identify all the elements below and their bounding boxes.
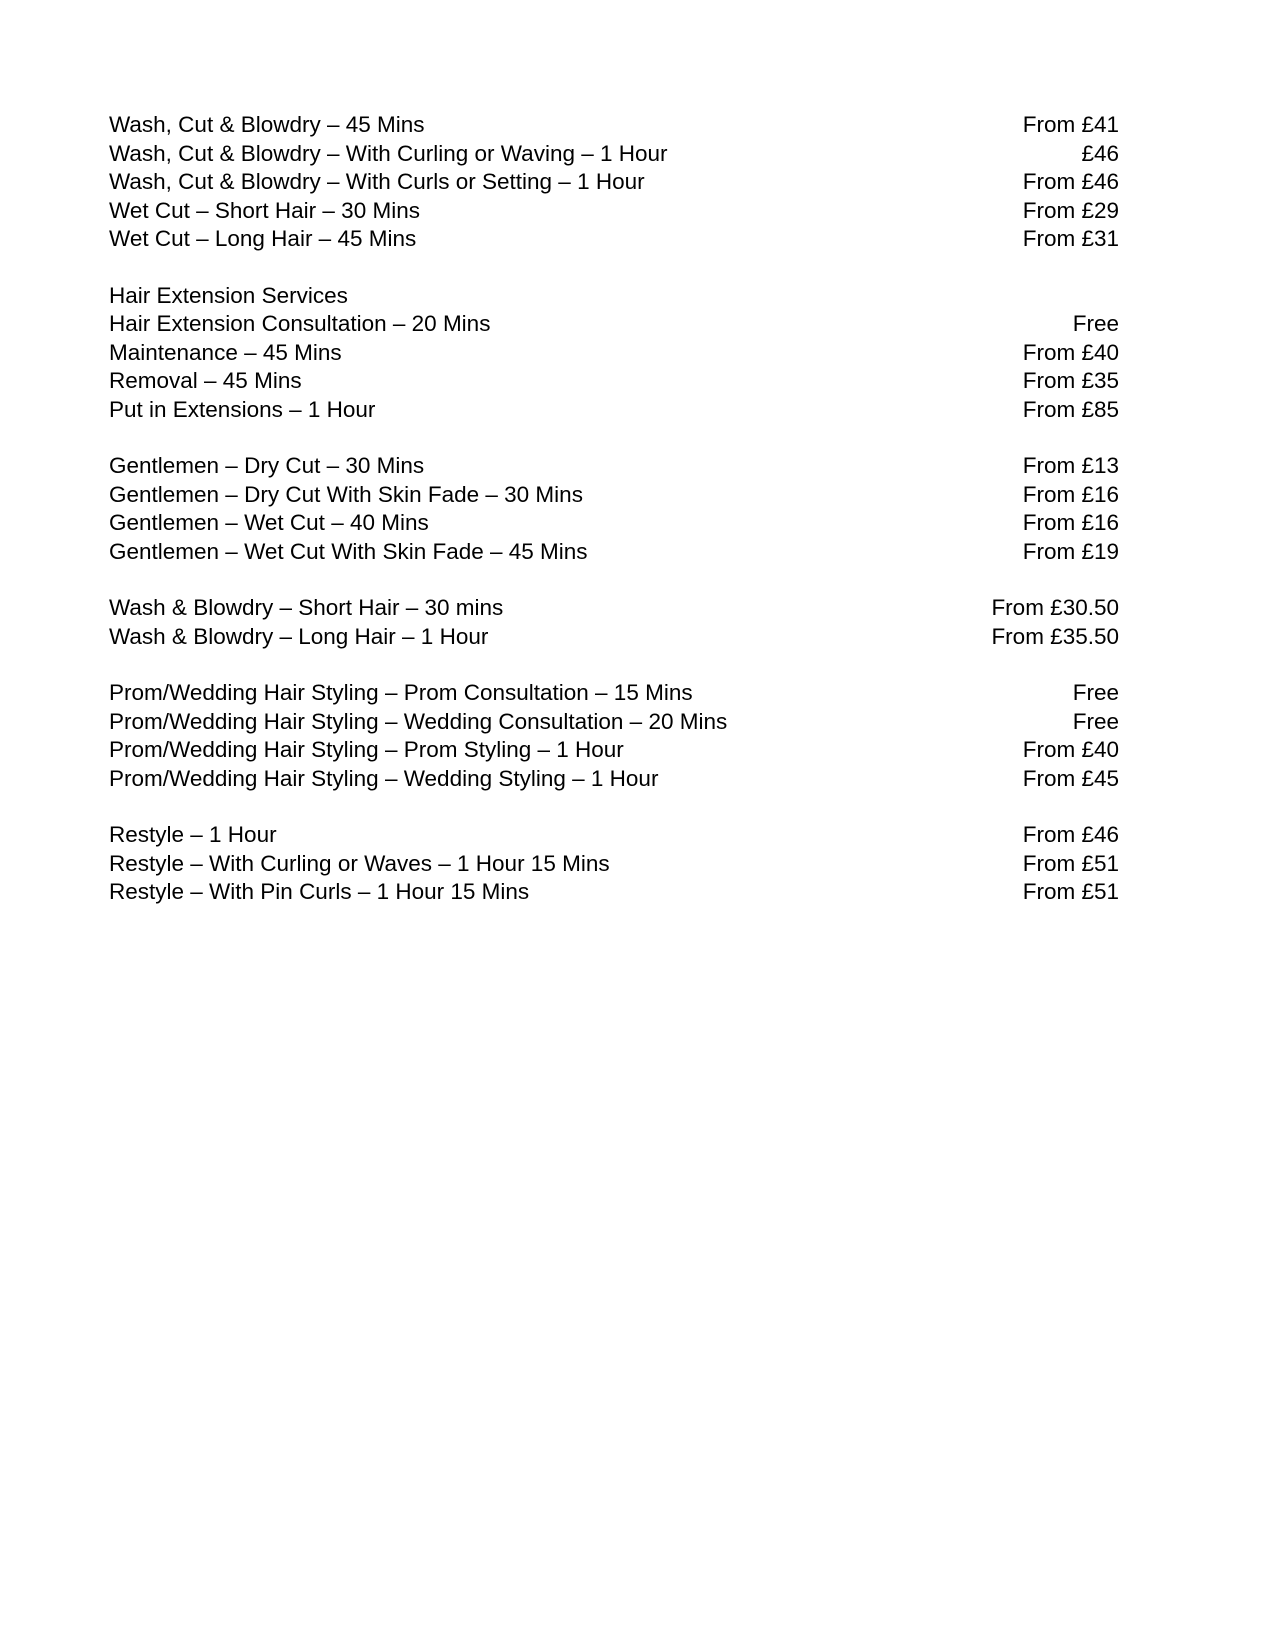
- service-name: Restyle – With Curling or Waves – 1 Hour 15 Mins: [109, 850, 610, 876]
- price-group-hair-extensions: [109, 282, 1119, 425]
- price-row: [109, 708, 1119, 737]
- service-name: Restyle – With Pin Curls – 1 Hour 15 Mins: [109, 879, 530, 904]
- price-group-restyle: [109, 821, 1119, 907]
- service-name: Wet Cut – Short Hair – 30 Mins: [109, 197, 420, 223]
- service-name: Wash, Cut & Blowdry – 45 Mins: [109, 112, 425, 137]
- price-row: [109, 111, 1119, 140]
- price-group-cuts: [109, 111, 1119, 254]
- price-row: [109, 168, 1119, 197]
- price-row: [109, 821, 1119, 850]
- service-name: Hair Extension Consultation – 20 Mins: [109, 311, 491, 336]
- price-row: [109, 594, 1119, 623]
- service-price: From £51: [1022, 879, 1119, 904]
- service-price: From £51: [1022, 850, 1119, 876]
- service-name: Wash, Cut & Blowdry – With Curls or Setting – 1 Hour: [109, 169, 645, 194]
- service-name: Gentlemen – Wet Cut With Skin Fade – 45 Mins: [109, 538, 588, 564]
- price-row: [109, 623, 1119, 652]
- price-row: [109, 878, 1119, 907]
- service-price: From £16: [1022, 510, 1119, 535]
- price-group-wash-blowdry: [109, 594, 1119, 651]
- service-name: Gentlemen – Wet Cut – 40 Mins: [109, 510, 429, 535]
- price-row: [109, 509, 1119, 538]
- service-price: From £46: [1022, 822, 1119, 847]
- price-row: [109, 396, 1119, 425]
- service-name: Prom/Wedding Hair Styling – Prom Consultation – 15 Mins: [109, 680, 693, 705]
- service-price: From £40: [1022, 339, 1119, 365]
- price-group-gentlemen: [109, 452, 1119, 566]
- price-row: [109, 765, 1119, 794]
- service-price: Free: [1072, 680, 1119, 705]
- price-row: [109, 310, 1119, 339]
- service-price: From £31: [1022, 226, 1119, 251]
- price-row: [109, 481, 1119, 510]
- section-heading: Hair Extension Services: [109, 282, 348, 308]
- service-name: Wash & Blowdry – Short Hair – 30 mins: [109, 595, 504, 620]
- price-group-prom-wedding: [109, 679, 1119, 793]
- price-row: [109, 679, 1119, 708]
- service-name: Prom/Wedding Hair Styling – Wedding Consultation – 20 Mins: [109, 708, 728, 734]
- price-row: [109, 225, 1119, 254]
- service-name: Prom/Wedding Hair Styling – Prom Styling – 1 Hour: [109, 737, 624, 762]
- service-name: Prom/Wedding Hair Styling – Wedding Styling – 1 Hour: [109, 765, 659, 791]
- price-row: [109, 140, 1119, 169]
- price-row: [109, 367, 1119, 396]
- service-price: From £45: [1022, 765, 1119, 791]
- service-name: Restyle – 1 Hour: [109, 822, 277, 847]
- service-name: Gentlemen – Dry Cut With Skin Fade – 30 Mins: [109, 481, 583, 507]
- price-list: [109, 111, 1119, 935]
- service-name: Wet Cut – Long Hair – 45 Mins: [109, 226, 417, 251]
- service-price: From £40: [1022, 737, 1119, 762]
- service-price: Free: [1072, 311, 1119, 336]
- price-row: [109, 850, 1119, 879]
- service-price: From £85: [1022, 396, 1119, 422]
- service-price: From £16: [1022, 481, 1119, 507]
- service-price: £46: [1081, 140, 1119, 166]
- service-price: From £41: [1022, 112, 1119, 137]
- service-price: Free: [1072, 708, 1119, 734]
- service-price: From £19: [1022, 538, 1119, 564]
- service-name: Gentlemen – Dry Cut – 30 Mins: [109, 453, 425, 478]
- price-row: [109, 538, 1119, 567]
- service-price: From £35: [1022, 368, 1119, 393]
- service-name: Put in Extensions – 1 Hour: [109, 396, 376, 422]
- service-name: Wash & Blowdry – Long Hair – 1 Hour: [109, 623, 489, 649]
- service-name: Removal – 45 Mins: [109, 368, 302, 393]
- service-name: Wash, Cut & Blowdry – With Curling or Waving – 1 Hour: [109, 140, 668, 166]
- price-row: [109, 452, 1119, 481]
- service-price: From £13: [1022, 453, 1119, 478]
- price-row: [109, 339, 1119, 368]
- service-price: From £30.50: [991, 595, 1119, 620]
- service-price: From £29: [1022, 197, 1119, 223]
- price-row: [109, 197, 1119, 226]
- service-price: From £46: [1022, 169, 1119, 194]
- service-name: Maintenance – 45 Mins: [109, 339, 342, 365]
- service-price: From £35.50: [991, 623, 1119, 649]
- price-row: [109, 736, 1119, 765]
